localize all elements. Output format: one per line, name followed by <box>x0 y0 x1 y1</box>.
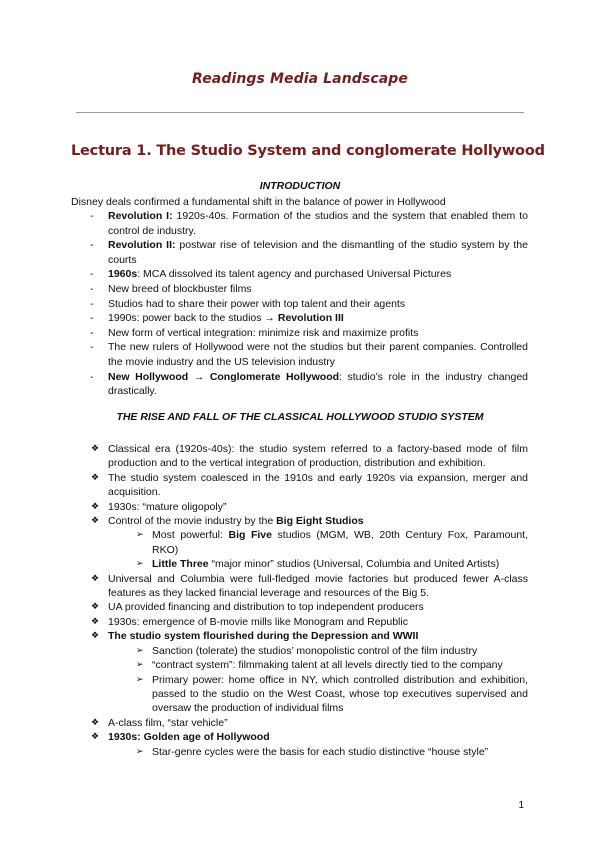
diamond-bullet-icon: ❖ <box>91 732 100 743</box>
dash-bullet: - <box>90 341 94 354</box>
list-item <box>91 730 528 759</box>
diamond-bullet-icon: ❖ <box>91 501 100 512</box>
list-item <box>90 311 528 326</box>
list-item <box>90 267 528 282</box>
rise-fall-heading: THE RISE AND FALL OF THE CLASSICAL HOLLYWOOD STUDIO SYSTEM <box>116 411 484 423</box>
item-text: UA provided financing and distribution to top independent producers <box>108 601 424 614</box>
item-text: Classical era (1920s-40s): the studio system referred to a factory-based mode of film production and to the vertical integration of production, distribution and exhibition. <box>108 443 528 470</box>
list-item <box>91 471 528 500</box>
sub-list-item <box>136 745 528 759</box>
list-item <box>90 326 528 341</box>
page-number: 1 <box>518 800 524 811</box>
item-bold: 1930s: Golden age of Hollywood <box>108 731 270 744</box>
item-text: Sanction (tolerate) the studios’ monopolistic control of the film industry <box>152 644 478 657</box>
title-divider <box>76 112 524 113</box>
item-bold: Big Eight Studios <box>276 515 364 528</box>
item-text: Primary power: home office in NY, which controlled distribution and exhibition, passed to the studio on the West Coast, whose top executives supervised and oversaw the production of individual films <box>152 673 528 715</box>
list-item <box>91 615 528 629</box>
lecture-title: Lectura 1. The Studio System and conglomerate Hollywood <box>71 143 545 159</box>
item-text: New form of vertical integration: minimize risk and maximize profits <box>108 326 419 339</box>
item-text: : studio’s role in the industry changed drastically. <box>108 370 528 398</box>
list-item <box>90 340 528 369</box>
arrow-bullet-icon: ➢ <box>136 645 144 656</box>
list-item <box>90 282 528 297</box>
list-item <box>91 600 528 614</box>
item-text: “contract system”: filmmaking talent at all levels directly tied to the company <box>152 659 503 672</box>
dash-bullet: - <box>90 239 94 252</box>
dash-bullet: - <box>90 312 94 325</box>
list-item <box>90 209 528 238</box>
item-text: Universal and Columbia were full-fledged movie factories but produced fewer A-class features as they lacked financial leverage and resources of the Big 5. <box>108 572 528 600</box>
item-bold: 1960s <box>108 268 138 281</box>
item-text: The studio system coalesced in the 1910s and early 1920s via expansion, merger and acquisition. <box>108 471 528 499</box>
arrow-bullet-icon: ➢ <box>136 559 144 570</box>
dash-bullet: - <box>90 326 94 339</box>
list-item <box>91 572 528 601</box>
item-text: The new rulers of Hollywood were not the studios but their parent companies. Controlled the movie industry and the US television industry <box>108 341 528 368</box>
sub-list-item <box>136 658 528 672</box>
list-item <box>91 514 528 572</box>
diamond-bullet-icon: ❖ <box>91 573 100 584</box>
document-title: Readings Media Landscape <box>192 71 408 87</box>
item-text: Studios had to share their power with top talent and their agents <box>108 297 406 310</box>
sub-list-item <box>136 644 528 658</box>
introduction-lead: Disney deals confirmed a fundamental shift in the balance of power in Hollywood <box>71 196 446 208</box>
dash-bullet: - <box>90 210 94 222</box>
item-bold: Big Five <box>228 529 272 542</box>
item-bold: Revolution I: <box>108 210 173 222</box>
list-item <box>90 238 528 267</box>
item-text: Most powerful: <box>152 529 229 542</box>
item-text: Control of the movie industry by the <box>108 515 277 528</box>
dash-bullet: - <box>90 282 94 295</box>
sub-list <box>108 644 528 716</box>
diamond-bullet-icon: ❖ <box>91 602 100 613</box>
arrow-bullet-icon: ➢ <box>136 746 144 757</box>
arrow-bullet-icon: ➢ <box>136 674 144 685</box>
item-bold: Revolution II: <box>108 239 176 252</box>
arrow-bullet-icon: ➢ <box>136 660 144 671</box>
item-text: 1930s: “mature oligopoly” <box>108 500 227 513</box>
list-item <box>91 442 528 471</box>
arrow-bullet-icon: ➢ <box>136 530 144 541</box>
item-text: 1930s: emergence of B-movie mills like Monogram and Republic <box>108 615 408 628</box>
diamond-bullet-icon: ❖ <box>91 444 100 454</box>
sub-list <box>108 745 528 759</box>
introduction-heading: INTRODUCTION <box>259 180 341 192</box>
introduction-list <box>90 209 528 399</box>
sub-list-item <box>136 557 528 571</box>
diamond-bullet-icon: ❖ <box>91 631 100 642</box>
list-item <box>90 370 528 399</box>
item-bold: Revolution III <box>277 312 344 325</box>
dash-bullet: - <box>90 370 94 383</box>
item-text: “major minor” studios (Universal, Columbia and United Artists) <box>208 558 500 571</box>
item-text: studios (MGM, WB, 20th Century Fox, Paramount, RKO) <box>152 529 528 556</box>
diamond-bullet-icon: ❖ <box>91 717 100 728</box>
list-item <box>91 629 528 715</box>
sub-list-item <box>136 528 528 557</box>
item-text: New breed of blockbuster films <box>108 282 252 295</box>
item-text: 1990s: power back to the studios → <box>108 312 278 325</box>
item-bold: Little Three <box>152 558 209 571</box>
dash-bullet: - <box>90 297 94 310</box>
rise-fall-list <box>91 442 528 759</box>
list-item <box>91 500 528 514</box>
item-text: Star-genre cycles were the basis for each studio distinctive “house style” <box>152 745 489 758</box>
list-item <box>90 297 528 312</box>
item-text: : MCA dissolved its talent agency and purchased Universal Pictures <box>137 268 452 281</box>
item-text: 1920s-40s. Formation of the studios and the system that enabled them to control de industry. <box>108 210 528 237</box>
item-bold: The studio system flourished during the Depression and WWII <box>108 630 419 643</box>
sub-list <box>108 528 528 571</box>
sub-list-item <box>136 673 528 716</box>
list-item <box>91 716 528 730</box>
diamond-bullet-icon: ❖ <box>91 472 100 483</box>
item-text: postwar rise of television and the dismantling of the studio system by the courts <box>108 239 528 266</box>
item-text: A-class film, “star vehicle” <box>108 716 228 729</box>
dash-bullet: - <box>90 268 94 281</box>
diamond-bullet-icon: ❖ <box>91 616 100 627</box>
item-bold: New Hollywood → Conglomerate Hollywood <box>108 370 340 383</box>
diamond-bullet-icon: ❖ <box>91 516 100 527</box>
